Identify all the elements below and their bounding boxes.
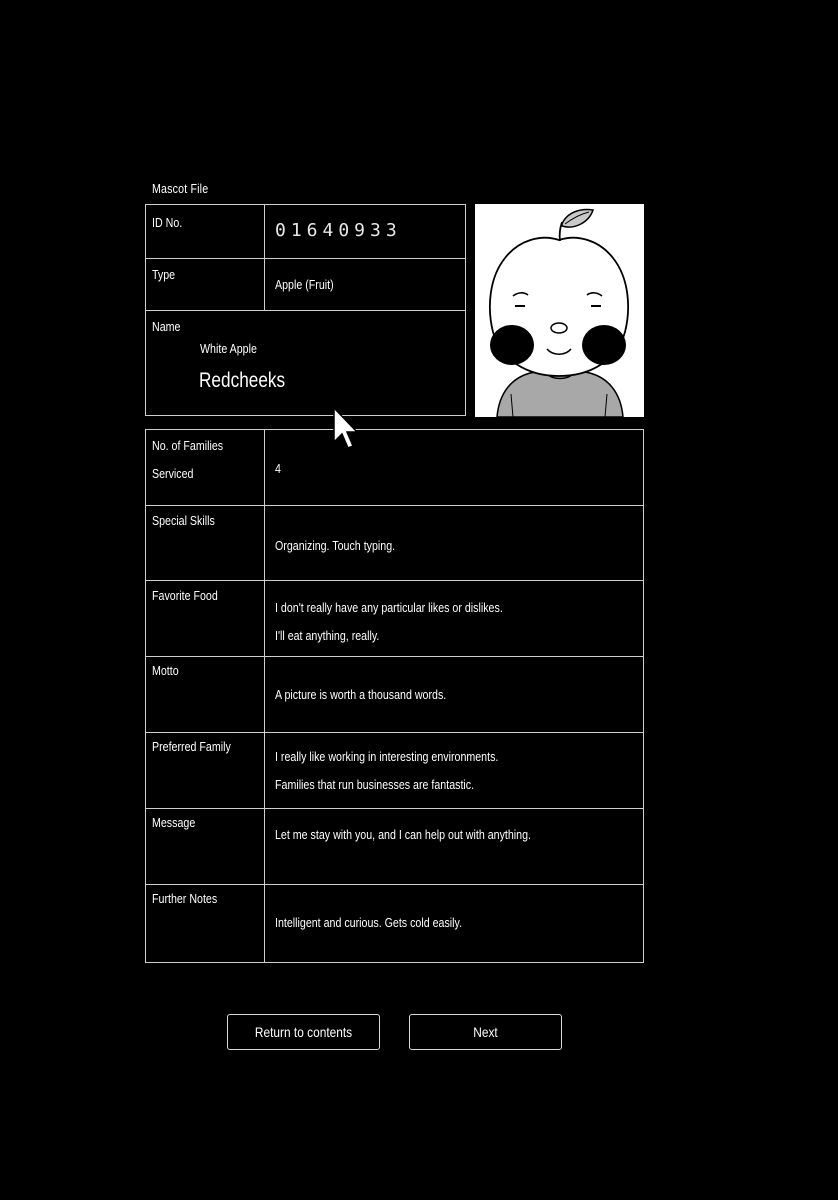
type-row bbox=[146, 259, 465, 311]
further-notes-value: Intelligent and curious. Gets cold easily. bbox=[275, 915, 463, 930]
motto-row bbox=[146, 657, 643, 733]
mascot-portrait bbox=[475, 204, 644, 417]
next-button[interactable] bbox=[409, 1014, 562, 1050]
families-label-line2: Serviced bbox=[152, 466, 194, 481]
type-value: Apple (Fruit) bbox=[275, 277, 334, 292]
favorite-food-value-line2: I'll eat anything, really. bbox=[275, 628, 380, 643]
type-label: Type bbox=[152, 267, 176, 282]
preferred-family-value-line2: Families that run businesses are fantastic. bbox=[275, 777, 475, 792]
id-value: 01640933 bbox=[275, 220, 402, 241]
return-to-contents-label: Return to contents bbox=[254, 1024, 353, 1040]
id-label: ID No. bbox=[152, 215, 183, 230]
message-row bbox=[146, 809, 643, 885]
motto-value: A picture is worth a thousand words. bbox=[275, 687, 447, 702]
mouse-pointer-icon bbox=[332, 406, 358, 455]
next-label: Next bbox=[473, 1024, 498, 1040]
return-to-contents-button[interactable] bbox=[227, 1014, 380, 1050]
message-value: Let me stay with you, and I can help out with anything. bbox=[275, 827, 531, 842]
special-skills-row bbox=[146, 506, 643, 581]
apple-mascot-illustration bbox=[475, 204, 644, 417]
motto-label: Motto bbox=[152, 663, 179, 678]
families-value: 4 bbox=[275, 461, 281, 476]
preferred-family-value-line1: I really like working in interesting environments. bbox=[275, 749, 499, 764]
message-label: Message bbox=[152, 815, 196, 830]
preferred-family-row bbox=[146, 733, 643, 809]
mascot-details-table bbox=[145, 429, 644, 963]
mascot-header-table bbox=[145, 204, 466, 416]
name-label: Name bbox=[152, 319, 181, 334]
id-row bbox=[146, 205, 465, 259]
further-notes-label: Further Notes bbox=[152, 891, 218, 906]
families-label-line1: No. of Families bbox=[152, 438, 224, 453]
mascot-name: Redcheeks bbox=[199, 369, 286, 392]
favorite-food-value-line1: I don't really have any particular likes or dislikes. bbox=[275, 600, 503, 615]
favorite-food-label: Favorite Food bbox=[152, 588, 218, 603]
further-notes-row bbox=[146, 885, 643, 962]
name-row bbox=[146, 311, 465, 415]
families-row bbox=[146, 430, 643, 506]
favorite-food-row bbox=[146, 581, 643, 657]
special-skills-label: Special Skills bbox=[152, 513, 215, 528]
special-skills-value: Organizing. Touch typing. bbox=[275, 538, 396, 553]
mascot-file-title: Mascot File bbox=[152, 181, 209, 196]
preferred-family-label: Preferred Family bbox=[152, 739, 231, 754]
name-subtitle: White Apple bbox=[200, 341, 257, 356]
